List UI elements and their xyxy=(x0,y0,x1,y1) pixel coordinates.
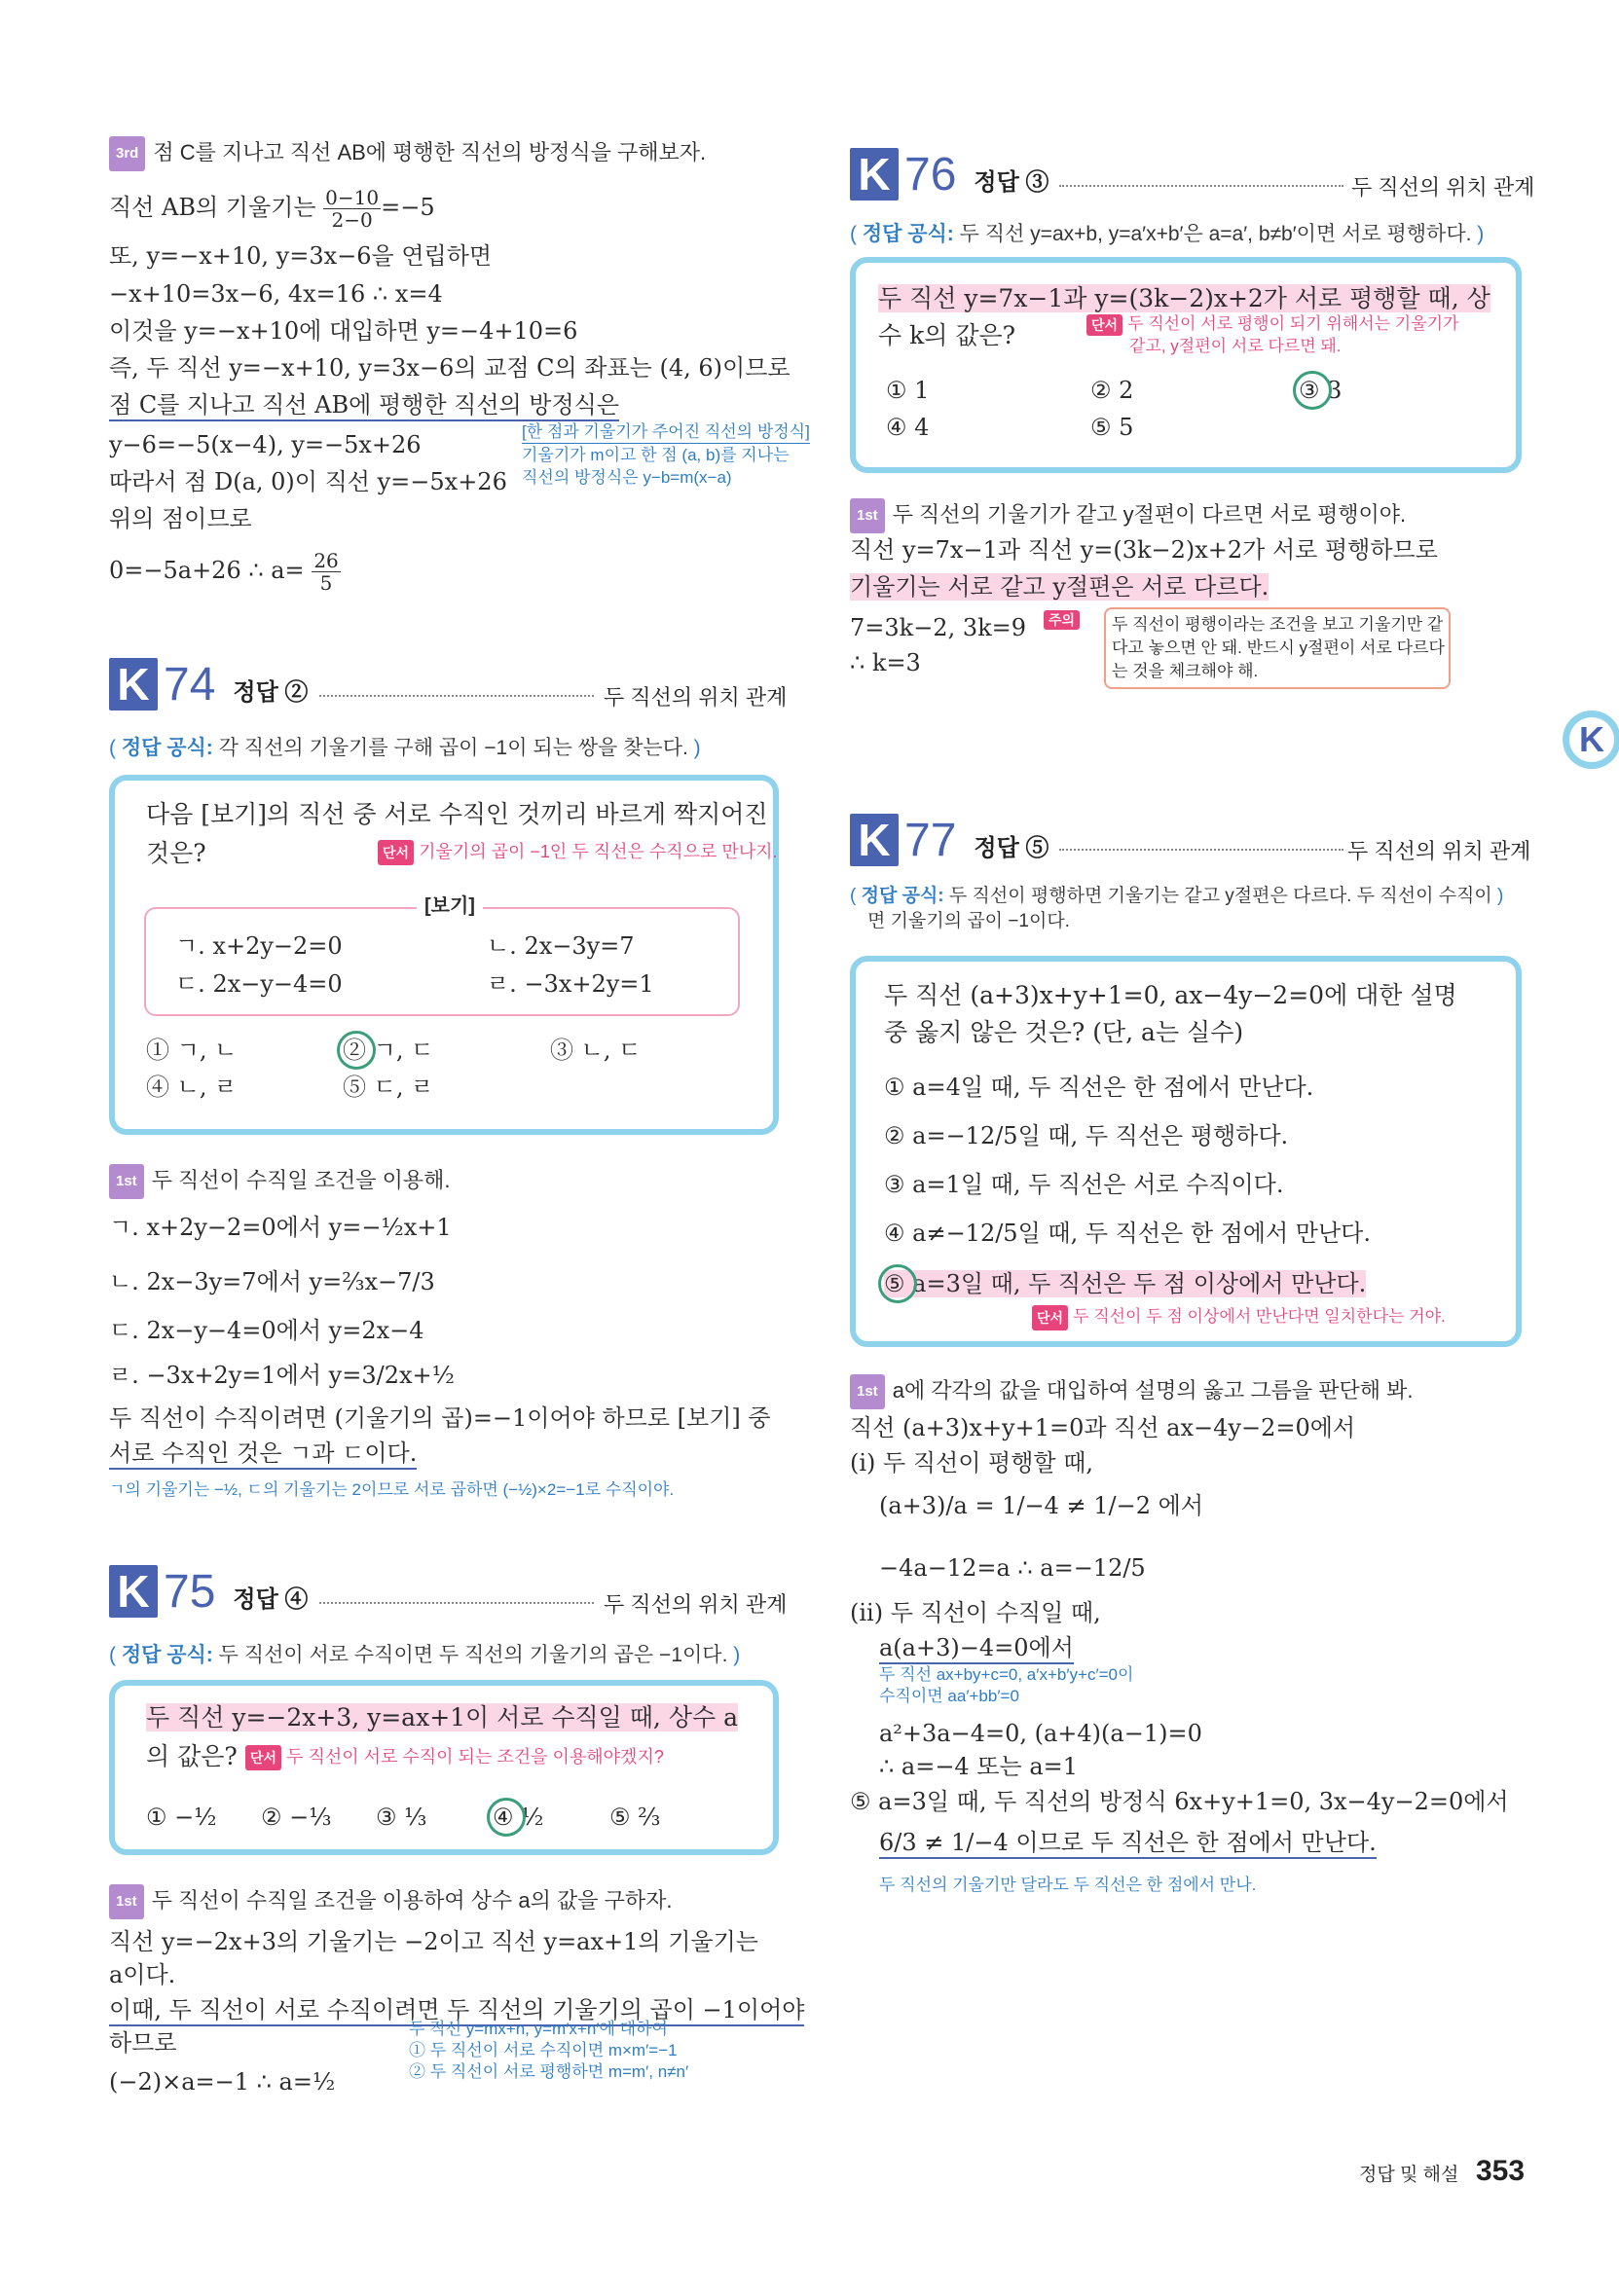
leader-dots xyxy=(319,1602,594,1604)
problem-header-k74: K 74 정답 ② xyxy=(109,658,308,719)
solution-line: 두 직선이 수직이려면 (기울기의 곱)=−1이어야 하므로 [보기] 중 xyxy=(109,1404,771,1432)
question-text: 두 직선 y=−2x+3, y=ax+1이 서로 수직일 때, 상수 a xyxy=(146,1703,738,1731)
side-note: ㄱ의 기울기는 −½, ㄷ의 기울기는 2이므로 서로 곱하면 (−½)×2=−1로 수직이야. xyxy=(109,1480,675,1499)
solution-line: (a+3)/a = 1/−4 ≠ 1/−2 에서 xyxy=(879,1492,1204,1519)
option-answer[interactable]: ④ ½ xyxy=(493,1804,544,1831)
solution-line-underlined: 서로 수직인 것은 ㄱ과 ㄷ이다. xyxy=(109,1437,417,1470)
formula-line: ( 정답 공식: 두 직선이 평행하면 기울기는 같고 y절편은 다르다. 두 직선이 수직이 ) 면 기울기의 곱이 −1이다. xyxy=(850,886,1504,931)
hint-note: 단서 두 직선이 서로 수직이 되는 조건을 이용해야겠지? xyxy=(245,1744,664,1770)
bogi-item: ㄹ. −3x+2y=1 xyxy=(487,970,654,998)
solution-line: 직선 y=7x−1과 직선 y=(3k−2)x+2가 서로 평행하므로 xyxy=(850,536,1438,564)
hint-note: 단서 두 직선이 두 점 이상에서 만난다면 일치한다는 거야. xyxy=(1032,1304,1446,1330)
formula-line: ( 정답 공식: 두 직선 y=ax+b, y=a′x+b′은 a=a′, b≠b′이면 서로 평행하다. ) xyxy=(850,223,1485,245)
solution-line: ⑤ a=3일 때, 두 직선의 방정식 6x+y+1=0, 3x−4y−2=0에서 xyxy=(850,1788,1509,1815)
solution-line-underlined: 점 C를 지나고 직선 AB에 평행한 직선의 방정식은 xyxy=(109,388,619,421)
k-icon: K xyxy=(850,148,899,200)
topic-label: 두 직선의 위치 관계 xyxy=(1351,175,1535,200)
solution-line: 기울기는 서로 같고 y절편은 서로 다르다. xyxy=(850,573,1269,601)
question-text: 두 직선 (a+3)x+y+1=0, ax−4y−2=0에 대한 설명 xyxy=(884,981,1457,1009)
solution-line: a이다. xyxy=(109,1961,176,1988)
hint-note: 단서 기울기의 곱이 −1인 두 직선은 수직으로 만나지. xyxy=(378,839,778,865)
side-tab-k-icon: K xyxy=(1569,717,1614,762)
solution-line: 따라서 점 D(a, 0)이 직선 y=−5x+26 xyxy=(109,468,507,495)
step-1st-heading: 1st 두 직선의 기울기가 같고 y절편이 다르면 서로 평행이야. xyxy=(850,498,1406,533)
solution-line: ㄹ. −3x+2y=1에서 y=3/2x+½ xyxy=(109,1362,455,1389)
fraction: $\frac{0-10}{2-0}$ xyxy=(325,186,380,232)
solution-line: ㄱ. x+2y−2=0에서 y=−½x+1 xyxy=(109,1214,452,1241)
k-icon: K xyxy=(109,658,158,711)
option[interactable]: ① ㄱ, ㄴ xyxy=(146,1037,238,1064)
option[interactable]: ⑤ ㄷ, ㄹ xyxy=(343,1074,434,1101)
step-1st-heading: 1st a에 각각의 값을 대입하여 설명의 옳고 그름을 판단해 봐. xyxy=(850,1374,1413,1409)
solution-line: 7=3k−2, 3k=9 xyxy=(850,614,1027,641)
formula-line: ( 정답 공식: 각 직선의 기울기를 구해 곱이 −1이 되는 쌍을 찾는다. ) xyxy=(109,737,701,759)
option[interactable]: ⑤ ⅔ xyxy=(609,1804,661,1831)
answer-circle xyxy=(1293,371,1332,410)
problem-header-k77: K 77 정답 ⑤ xyxy=(850,814,1049,875)
step-3rd-heading: 3rd 점 C를 지나고 직선 AB에 평행한 직선의 방정식을 구해보자. xyxy=(109,136,706,171)
step-1st-heading: 1st 두 직선이 수직일 조건을 이용하여 상수 a의 값을 구하자. xyxy=(109,1884,672,1919)
bogi-item: ㄷ. 2x−y−4=0 xyxy=(175,970,343,998)
option-answer[interactable]: ⑤ a=3일 때, 두 직선은 두 점 이상에서 만난다. xyxy=(884,1270,1367,1297)
solution-line: 하므로 xyxy=(109,2029,177,2057)
answer-circle xyxy=(337,1031,376,1070)
warning-badge: 주의 xyxy=(1044,609,1085,630)
question-text: 중 옳지 않은 것은? (단, a는 실수) xyxy=(884,1018,1244,1046)
side-note: [한 점과 기울기가 주어진 직선의 방정식] 기울기가 m이고 한 점 (a, b)를 지나는 직선의 방정식은 y−b=m(x−a) xyxy=(522,422,810,487)
solution-line: (−2)×a=−1 ∴ a=½ xyxy=(109,2068,336,2096)
solution-line: 이것을 y=−x+10에 대입하면 y=−4+10=6 xyxy=(109,317,578,345)
answer-circle xyxy=(487,1798,526,1837)
solution-line: a(a+3)−4=0에서 xyxy=(879,1631,1074,1664)
option[interactable]: ① −½ xyxy=(146,1804,217,1831)
question-text: 두 직선 y=7x−1과 y=(3k−2)x+2가 서로 평행할 때, 상 xyxy=(878,284,1490,312)
bogi-label: [보기] xyxy=(417,893,483,919)
solution-line: 직선 y=−2x+3의 기울기는 −2이고 직선 y=ax+1의 기울기는 xyxy=(109,1928,758,1955)
step-1st-heading: 1st 두 직선이 수직일 조건을 이용해. xyxy=(109,1164,451,1199)
problem-header-k76: K 76 정답 ③ xyxy=(850,148,1049,209)
option[interactable]: ① a=4일 때, 두 직선은 한 점에서 만난다. xyxy=(884,1074,1314,1101)
topic-label: 두 직선의 위치 관계 xyxy=(604,685,788,710)
option-answer[interactable]: ③ 3 xyxy=(1299,377,1343,404)
side-note: 두 직선의 기울기만 달라도 두 직선은 한 점에서 만나. xyxy=(879,1876,1257,1894)
side-note: 두 직선 ax+by+c=0, a′x+b′y+c′=0이 수직이면 aa′+bb′=0 xyxy=(879,1665,1134,1705)
solution-line: a²+3a−4=0, (a+4)(a−1)=0 xyxy=(879,1720,1202,1747)
fraction: $\frac{26}{5}$ xyxy=(313,549,339,595)
option[interactable]: ⑤ 5 xyxy=(1090,414,1134,441)
k-icon: K xyxy=(109,1565,158,1618)
solution-line: 즉, 두 직선 y=−x+10, y=3x−6의 교점 C의 좌표는 (4, 6)이므로 xyxy=(109,354,791,382)
solution-line: 이때, 두 직선이 서로 수직이려면 두 직선의 기울기의 곱이 −1이어야 xyxy=(109,1993,804,2026)
solution-line: (ii) 두 직선이 수직일 때, xyxy=(850,1599,1101,1626)
footer-label: 정답 및 해설 xyxy=(1359,2165,1459,2185)
leader-dots xyxy=(1059,849,1343,851)
topic-label: 두 직선의 위치 관계 xyxy=(1347,839,1531,863)
page-number: 353 xyxy=(1476,2155,1526,2187)
solution-line: 위의 점이므로 xyxy=(109,505,252,532)
question-text: 다음 [보기]의 직선 중 서로 수직인 것끼리 바르게 짝지어진 xyxy=(146,800,768,828)
option[interactable]: ④ a≠−12/5일 때, 두 직선은 한 점에서 만난다. xyxy=(884,1220,1371,1247)
option[interactable]: ④ ㄴ, ㄹ xyxy=(146,1074,238,1101)
solution-line: −x+10=3x−6, 4x=16 ∴ x=4 xyxy=(109,280,443,308)
solution-line: y−6=−5(x−4), y=−5x+26 xyxy=(109,431,422,458)
question-text: 의 값은? xyxy=(146,1742,238,1770)
side-note: 두 직선 y=mx+n, y=m′x+n′에 대하여 ① 두 직선이 서로 수직이면 m×m′=−1 ② 두 직선이 서로 평행하면 m=m′, n≠n′ xyxy=(409,2020,689,2081)
hint-note: 단서 두 직선이 서로 평행이 되기 위해서는 기울기가 같고, y절편이 서로 다르면 돼. xyxy=(1086,313,1458,357)
k-icon: K xyxy=(850,814,899,866)
solution-line: 0=−5a+26 ∴ a= $\frac{26}{5}$ xyxy=(109,549,339,595)
problem-header-k75: K 75 정답 ④ xyxy=(109,1565,308,1626)
topic-label: 두 직선의 위치 관계 xyxy=(604,1592,788,1617)
option[interactable]: ② a=−12/5일 때, 두 직선은 평행하다. xyxy=(884,1122,1289,1149)
option[interactable]: ③ ㄴ, ㄷ xyxy=(550,1037,642,1064)
option-answer[interactable]: ② ㄱ, ㄷ xyxy=(343,1037,434,1064)
solution-line: −4a−12=a ∴ a=−12/5 xyxy=(879,1554,1146,1582)
solution-line: ∴ a=−4 또는 a=1 xyxy=(879,1753,1079,1780)
question-text: 것은? xyxy=(146,839,206,867)
answer-circle xyxy=(878,1264,917,1303)
solution-line: 직선 (a+3)x+y+1=0과 직선 ax−4y−2=0에서 xyxy=(850,1414,1356,1441)
solution-line: 직선 AB의 기울기는 $\frac{0-10}{2-0}$ =−5 xyxy=(109,186,435,232)
solution-line: ㄷ. 2x−y−4=0에서 y=2x−4 xyxy=(109,1317,424,1344)
bogi-item: ㄴ. 2x−3y=7 xyxy=(487,932,635,960)
warning-text: 두 직선이 평행이라는 조건을 보고 기울기만 같 다고 놓으면 안 돼. 반드시 y절편이 서로 다르다 는 것을 체크해야 해. xyxy=(1112,615,1445,680)
option[interactable]: ③ a=1일 때, 두 직선은 서로 수직이다. xyxy=(884,1171,1284,1198)
option[interactable]: ④ 4 xyxy=(886,414,930,441)
solution-line: ㄴ. 2x−3y=7에서 y=⅔x−7/3 xyxy=(109,1268,435,1295)
option[interactable]: ① 1 xyxy=(886,377,930,404)
leader-dots xyxy=(319,695,594,697)
leader-dots xyxy=(1059,185,1343,187)
formula-line: ( 정답 공식: 두 직선이 서로 수직이면 두 직선의 기울기의 곱은 −1이다. ) xyxy=(109,1644,741,1666)
option[interactable]: ③ ⅓ xyxy=(376,1804,427,1831)
bogi-item: ㄱ. x+2y−2=0 xyxy=(175,932,343,960)
solution-line: 6/3 ≠ 1/−4 이므로 두 직선은 한 점에서 만난다. xyxy=(879,1826,1377,1859)
option[interactable]: ② 2 xyxy=(1090,377,1134,404)
step-badge: 3rd xyxy=(109,136,145,171)
solution-line: 또, y=−x+10, y=3x−6을 연립하면 xyxy=(109,242,493,270)
solution-line: (i) 두 직선이 평행할 때, xyxy=(850,1449,1094,1476)
solution-line: ∴ k=3 xyxy=(850,649,921,676)
option[interactable]: ② −⅓ xyxy=(261,1804,332,1831)
question-text: 수 k의 값은? xyxy=(878,321,1016,349)
